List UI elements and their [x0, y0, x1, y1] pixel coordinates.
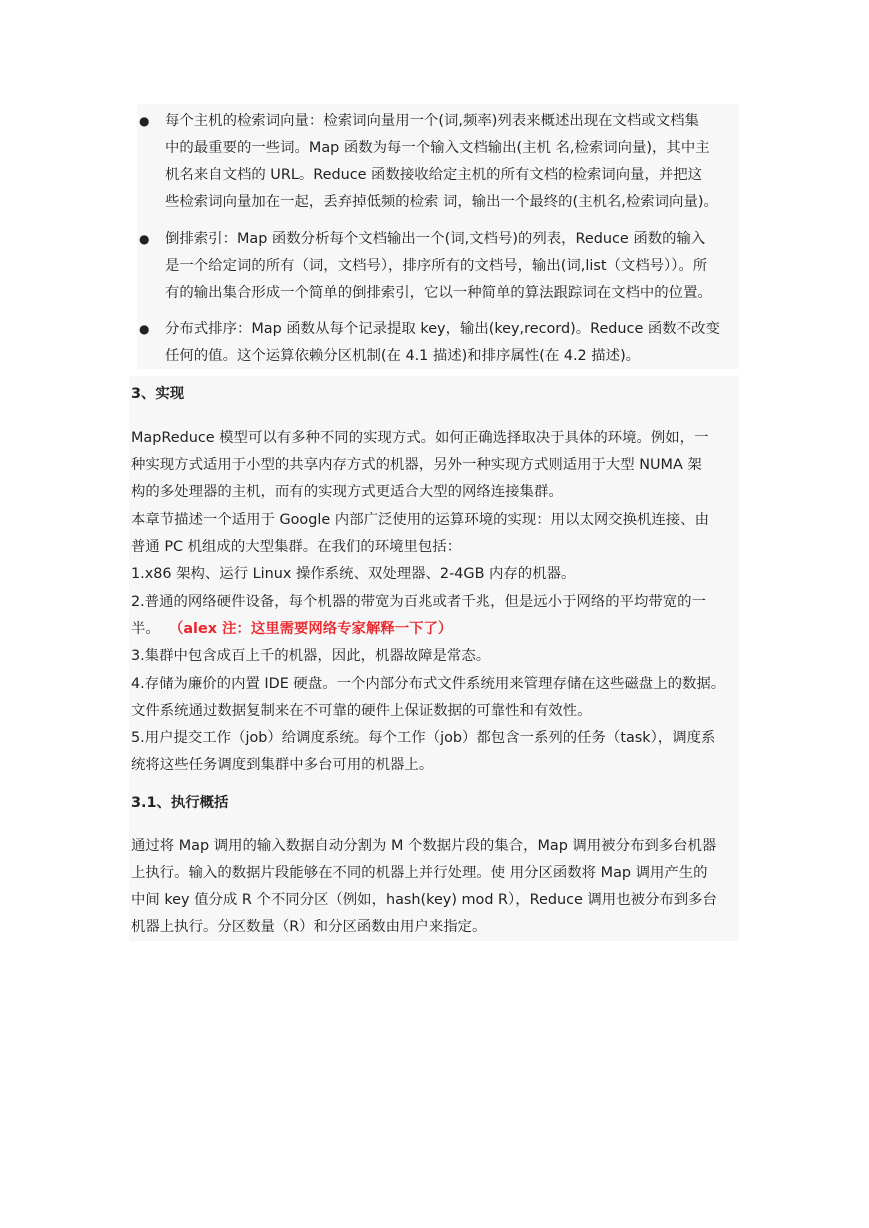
- list-item-line: 有的输出集合形成一个简单的倒排索引，它以一种简单的算法跟踪词在文档中的位置。: [165, 285, 712, 301]
- paragraph-line: 构的多处理器的主机，而有的实现方式更适合大型的网络连接集群。: [131, 484, 563, 500]
- subsection-heading: 3.1、执行概括: [131, 795, 229, 811]
- list-item-line: 任何的值。这个运算依赖分区机制(在 4.1 描述)和排序属性(在 4.2 描述)。: [165, 348, 641, 364]
- paragraph-line: 通过将 Map 调用的输入数据自动分割为 M 个数据片段的集合，Map 调用被分布到多台机器: [131, 838, 717, 854]
- list-item-3: 3.集群中包含成百上千的机器，因此，机器故障是常态。: [131, 648, 491, 664]
- list-item-5: 5.用户提交工作（job）给调度系统。每个工作（job）都包含一系列的任务（task），调度系: [131, 730, 716, 746]
- list-item-2: 2.普通的网络硬件设备，每个机器的带宽为百兆或者千兆，但是远小于网络的平均带宽的一: [131, 594, 706, 610]
- list-item-line: 中的最重要的一些词。Map 函数为每一个输入文档输出(主机 名,检索词向量)，其中主: [165, 140, 710, 156]
- editor-note: （alex 注：这里需要网络专家解释一下了）: [168, 621, 453, 637]
- paragraph-line: MapReduce 模型可以有多种不同的实现方式。如何正确选择取决于具体的环境。例如，一: [131, 430, 709, 446]
- section-heading: 3、实现: [131, 386, 185, 402]
- list-item-line: 每个主机的检索词向量：检索词向量用一个(词,频率)列表来概述出现在文档或文档集: [165, 113, 699, 129]
- list-item-line: 机名来自文档的 URL。Reduce 函数接收给定主机的所有文档的检索词向量，并把这: [165, 167, 703, 183]
- list-item-4-line2: 文件系统通过数据复制来在不可靠的硬件上保证数据的可靠性和有效性。: [131, 703, 592, 719]
- list-item-4: 4.存储为廉价的内置 IDE 硬盘。一个内部分布式文件系统用来管理存储在这些磁盘上的数据。: [131, 676, 726, 692]
- list-item-2-line2: [131, 616, 452, 644]
- list-item-5-line2: 统将这些任务调度到集群中多台可用的机器上。: [131, 757, 434, 773]
- bullet-dot-icon: ●: [139, 114, 150, 128]
- list-item-line: 分布式排序：Map 函数从每个记录提取 key，输出(key,record)。Reduce 函数不改变: [165, 321, 720, 337]
- paragraph-line: 中间 key 值分成 R 个不同分区（例如，hash(key) mod R），Reduce 调用也被分布到多台: [131, 892, 717, 908]
- paragraph-line: 普通 PC 机组成的大型集群。在我们的环境里包括：: [131, 539, 462, 555]
- list-item-2-end: 半。: [131, 621, 160, 637]
- paragraph-line: 种实现方式适用于小型的共享内存方式的机器，另外一种实现方式则适用于大型 NUMA 架: [131, 457, 702, 473]
- bullet-dot-icon: ●: [139, 322, 150, 336]
- list-item-line: 倒排索引：Map 函数分析每个文档输出一个(词,文档号)的列表，Reduce 函数的输入: [165, 231, 706, 247]
- bullet-dot-icon: ●: [139, 232, 150, 246]
- list-item-line: 些检索词向量加在一起，丢弃掉低频的检索 词，输出一个最终的(主机名,检索词向量)。: [165, 194, 718, 210]
- list-item-line: 是一个给定词的所有（词，文档号），排序所有的文档号，输出(词,list（文档号））。所: [165, 258, 708, 274]
- paragraph-line: 上执行。输入的数据片段能够在不同的机器上并行处理。使 用分区函数将 Map 调用产生的: [131, 865, 708, 881]
- paragraph-line: 机器上执行。分区数量（R）和分区函数由用户来指定。: [131, 919, 487, 935]
- paragraph-line: 本章节描述一个适用于 Google 内部广泛使用的运算环境的实现：用以太网交换机连接、由: [131, 512, 709, 528]
- list-item-1: 1.x86 架构、运行 Linux 操作系统、双处理器、2-4GB 内存的机器。: [131, 566, 576, 582]
